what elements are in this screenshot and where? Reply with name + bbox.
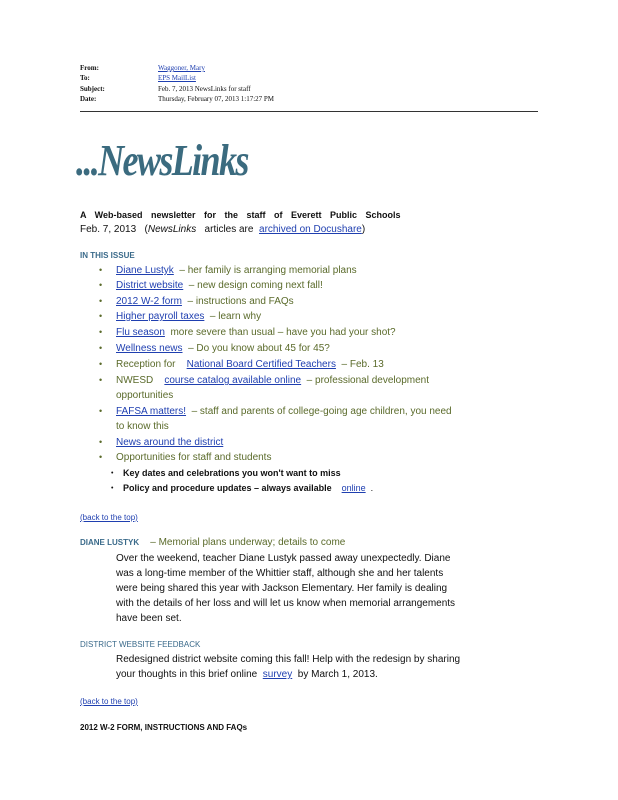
toc-item-text: more severe than usual – have you had your shot? <box>164 327 396 338</box>
toc-item-link[interactable]: District website <box>116 280 184 291</box>
district-heading: DISTRICT WEBSITE FEEDBACK <box>80 640 201 649</box>
toc-item-link[interactable]: National Board Certified Teachers <box>186 359 336 370</box>
archived-link[interactable]: archived on Docushare <box>259 224 362 235</box>
toc-item-prefix: Policy and procedure updates – always available <box>123 483 332 493</box>
toc-item <box>116 359 384 370</box>
intro-newslinks: NewsLinks <box>147 224 197 235</box>
diane-line-2: was a long-time member of the Whittier staff, although she and her talents <box>116 568 444 579</box>
toc-item <box>123 483 373 493</box>
toc-item-text: – Do you know about 45 for 45? <box>182 343 330 354</box>
toc-item-link[interactable]: 2012 W-2 form <box>116 296 182 307</box>
toc-item <box>116 265 357 276</box>
header-to-label: To: <box>80 74 90 82</box>
diane-heading: DIANE LUSTYK <box>80 538 140 547</box>
toc-bullet: • <box>99 280 103 290</box>
intro-tagline: A Web-based newsletter for the staff of Everett Public Schools <box>80 210 401 220</box>
toc-bullet: • <box>99 406 103 416</box>
in-this-issue-heading: IN THIS ISSUE <box>80 251 135 260</box>
header-from-value[interactable]: Waggoner, Mary <box>158 64 205 72</box>
header-divider <box>80 111 538 112</box>
toc-bullet: • <box>99 311 103 321</box>
district-line-2-pre: your thoughts in this brief online <box>116 669 258 680</box>
district-body <box>116 652 460 682</box>
toc-bullet: • <box>99 437 103 447</box>
diane-subhead: – Memorial plans underway; details to come <box>150 537 346 548</box>
toc-item-text: – instructions and FAQs <box>181 296 294 307</box>
toc-item <box>116 311 261 322</box>
header-date-label: Date: <box>80 95 97 103</box>
newslinks-logo: ...NewsLinks <box>76 136 248 185</box>
toc-bullet: • <box>111 485 114 492</box>
toc-item-link[interactable]: Flu season <box>116 327 165 338</box>
toc-item-link[interactable]: Wellness news <box>116 343 183 354</box>
diane-body <box>116 551 455 626</box>
toc-item-prefix: Opportunities for staff and students <box>116 452 272 463</box>
toc-item <box>116 296 294 307</box>
toc-item-text: – staff and parents of college-going age children, you need <box>186 406 452 417</box>
toc-item <box>116 343 330 354</box>
toc-item <box>116 406 452 417</box>
toc-item-text: . <box>365 483 374 493</box>
toc-item-prefix: Key dates and celebrations you won't want to miss <box>123 468 341 478</box>
toc-item <box>123 468 341 478</box>
diane-line-1: Over the weekend, teacher Diane Lustyk passed away unexpectedly. Diane <box>116 553 451 564</box>
toc-item-link[interactable]: FAFSA matters! <box>116 406 187 417</box>
toc-item <box>116 327 396 338</box>
toc-item-link[interactable]: Higher payroll taxes <box>116 311 205 322</box>
toc-item <box>116 375 429 386</box>
intro-paren-close: ) <box>361 224 366 235</box>
intro-articles-are: articles are <box>204 224 254 235</box>
back-to-top-link[interactable]: (back to the top) <box>80 513 138 522</box>
toc-item-link[interactable]: News around the district <box>116 437 224 448</box>
intro-date: Feb. 7, 2013 <box>80 224 137 235</box>
toc-item-link[interactable]: Diane Lustyk <box>116 265 174 276</box>
toc-item-text: – learn why <box>204 311 262 322</box>
toc-bullet: • <box>99 343 103 353</box>
diane-section-head <box>80 537 345 548</box>
diane-line-4: with the details of her loss and will let us know when memorial arrangements <box>116 598 456 609</box>
toc-item-continuation: opportunities <box>116 390 174 401</box>
diane-line-3: were being shared this year with Jackson Elementary. Her family is dealing <box>116 583 448 594</box>
toc-item <box>116 437 223 448</box>
district-line-1: Redesigned district website coming this fall! Help with the redesign by sharing <box>116 654 461 665</box>
toc-item-prefix: NWESD <box>116 375 154 386</box>
header-subject-value: Feb. 7, 2013 NewsLinks for staff <box>158 85 251 93</box>
back-to-top-link-2[interactable]: (back to the top) <box>80 697 138 706</box>
header-from-label: From: <box>80 64 99 72</box>
toc-item-link[interactable]: course catalog available online <box>164 375 302 386</box>
toc-item-link[interactable]: online <box>341 483 366 493</box>
toc-item-prefix: Reception for <box>116 359 176 370</box>
toc-item-text: – her family is arranging memorial plans <box>173 265 357 276</box>
toc-item-text: – professional development <box>301 375 429 386</box>
w2-heading: 2012 W-2 FORM, INSTRUCTIONS AND FAQs <box>80 723 248 732</box>
intro-date-line <box>80 224 365 235</box>
toc-bullet: • <box>99 296 103 306</box>
district-line-2 <box>116 667 460 682</box>
toc-item-text: – new design coming next fall! <box>183 280 323 291</box>
header-date-value: Thursday, February 07, 2013 1:17:27 PM <box>158 95 275 103</box>
header-subject-label: Subject: <box>80 85 105 93</box>
toc-bullet: • <box>99 265 103 275</box>
toc-bullet: • <box>99 452 103 462</box>
toc-item-continuation: to know this <box>116 421 169 432</box>
toc-bullet: • <box>99 327 103 337</box>
survey-link[interactable]: survey <box>262 669 293 680</box>
toc-bullet: • <box>99 375 103 385</box>
district-line-2-post: by March 1, 2013. <box>297 669 378 680</box>
toc-item <box>116 280 323 291</box>
intro-paren-open: ( <box>144 224 148 235</box>
toc-bullet: • <box>111 470 114 477</box>
toc-item <box>116 452 271 463</box>
toc-bullet: • <box>99 359 103 369</box>
diane-line-5: have been set. <box>116 613 182 624</box>
toc-item-text: – Feb. 13 <box>335 359 384 370</box>
header-to-value[interactable]: EPS MailList <box>158 74 196 82</box>
